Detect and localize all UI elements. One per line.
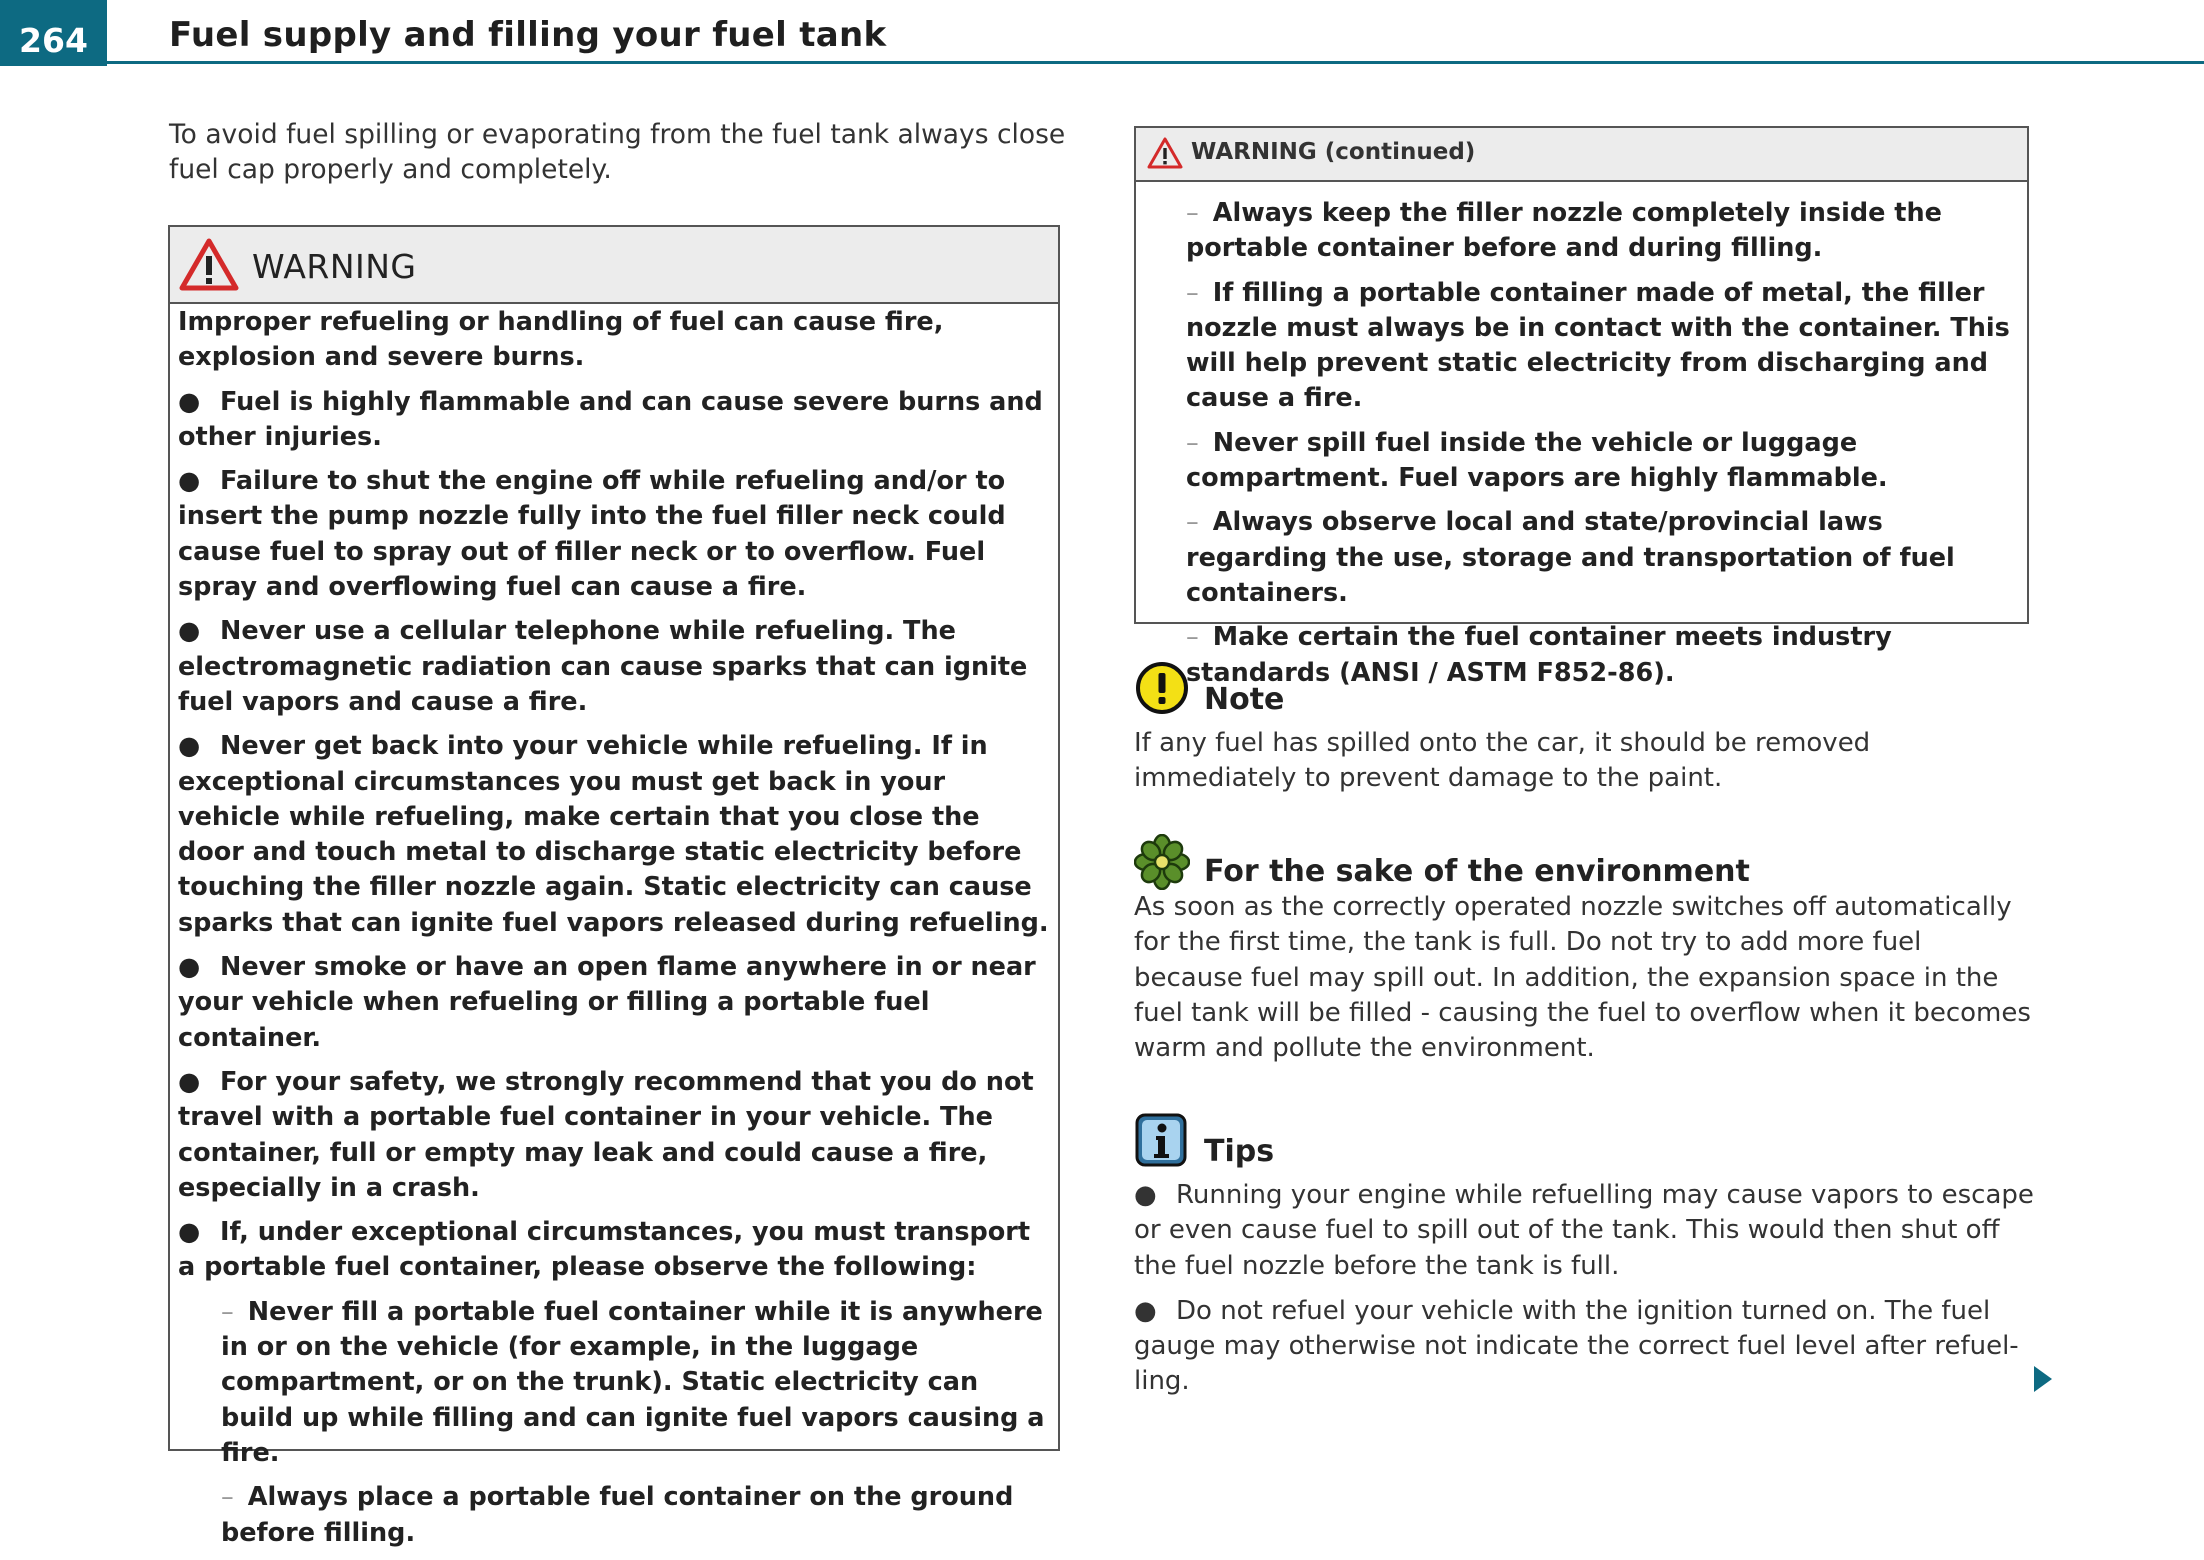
environment-text: As soon as the correctly operated nozzle switches off automatically for the first time, the tank is full. Do not try to add more fuel because fuel may spill out. In addition, the expansion space in the fuel tank will be filled - causing the fuel to overflow when it becomes warm and pollute the environment. (1134, 892, 2031, 1064)
flower-icon (1134, 834, 1190, 890)
warning-bullet: ● Failure to shut the engine off while refueling and/or to insert the pump nozzle fully into the fuel filler neck could cause fuel to spray out of filler neck or to overflow. Fuel spray and overflowing fuel can cause a fire. (178, 466, 1006, 603)
warning-continued-header (1136, 128, 2027, 182)
warning-bullet: ● Never get back into your vehicle while refueling. If in exceptional circumstances you must get back in your vehicle while refueling, make certain that you close the door and touch metal to discharge static electricity before touching the filler nozzle again. Static electricity can cause sparks that can ignite fuel vapors released during refueling. (178, 731, 1049, 938)
warning-lead: Improper refueling or handling of fuel can cause fire, explosion and severe burns. (178, 307, 944, 373)
warning-bullet: ● Fuel is highly flammable and can cause severe burns and other injuries. (178, 386, 1043, 452)
warning-triangle-icon (178, 237, 240, 293)
exclamation-circle-icon (1134, 660, 1190, 716)
warning-bullet: ● For your safety, we strongly recommend that you do not travel with a portable fuel container in your vehicle. The container, full or empty may leak and could cause a fire, especially in a crash. (178, 1066, 1034, 1203)
warning-bullet: ● Never use a cellular telephone while refueling. The electromagnetic radiation can cause sparks that can ignite fuel vapors and cause a fire. (178, 616, 1028, 717)
tips-heading: Tips (1204, 1134, 1275, 1169)
warning-bullet: ● Never smoke or have an open flame anywhere in or near your vehicle when refueling or filling a portable fuel container. (178, 952, 1036, 1053)
note-section (1134, 660, 2034, 807)
header-rule (0, 61, 2204, 64)
tips-bullet: ● Running your engine while refuelling may cause vapors to escape or even cause fuel to spill out of the tank. This would then shut off the fuel nozzle before the tank is full. (1134, 1180, 2034, 1281)
warning-continued-heading: WARNING (continued) (1191, 139, 1476, 165)
tips-section (1134, 1112, 2034, 1410)
warning-bullet: ● If, under exceptional circumstances, you must transport a portable fuel container, please observe the following: (178, 1217, 1031, 1283)
environment-header (1134, 834, 2034, 889)
warning-continued-box (1134, 126, 2029, 688)
warning-dash-item: – Always observe local and state/provincial laws regarding the use, storage and transportation of fuel containers. (1186, 507, 1955, 608)
warning-continued-body (1136, 182, 2027, 691)
warning-dash-item: – Always keep the filler nozzle completely inside the portable container before and during filling. (1186, 198, 1942, 264)
page-title: Fuel supply and filling your fuel tank (169, 15, 887, 55)
warning-body (170, 304, 1058, 1551)
note-text: If any fuel has spilled onto the car, it should be removed immediately to prevent damage to the paint. (1134, 728, 1871, 794)
tips-header (1134, 1112, 2034, 1169)
next-page-arrow-icon (2034, 1366, 2052, 1392)
intro-text: To avoid fuel spilling or evaporating from the fuel tank always close fuel cap properly and completely. (169, 119, 1066, 185)
note-header (1134, 660, 2034, 717)
warning-heading: WARNING (252, 247, 417, 286)
warning-dash-item: – Never spill fuel inside the vehicle or luggage compartment. Fuel vapors are highly flammable. (1186, 427, 1888, 494)
environment-heading: For the sake of the environment (1204, 854, 1750, 889)
warning-triangle-icon (1146, 136, 1184, 170)
warning-box (168, 225, 1060, 1548)
warning-dash-item: – If filling a portable container made of metal, the filler nozzle must always be in contact with the container. This will help prevent static electricity from discharging and cause a fire. (1186, 277, 2010, 414)
warning-dash-item: – Never fill a portable fuel container while it is anywhere in or on the vehicle (for example, in the luggage compartment, or on the trunk). Static electricity can build up while filling and can ignite fuel vapors causing a fire. (221, 1296, 1045, 1468)
warning-dash-item: – Always place a portable fuel container on the ground before filling. (221, 1482, 1014, 1548)
warning-dash-item: – Make certain the fuel container meets industry standards (ANSI / ASTM F852-86). (1186, 622, 1892, 688)
tips-bullet: ● Do not refuel your vehicle with the ignition turned on. The fuel gauge may otherwise not indicate the correct fuel level after refuelling. (1134, 1295, 2019, 1397)
warning-header (170, 227, 1058, 304)
page-number: 264 (0, 0, 107, 66)
environment-section (1134, 834, 2034, 1076)
info-icon (1134, 1112, 1188, 1168)
note-heading: Note (1204, 682, 1285, 717)
